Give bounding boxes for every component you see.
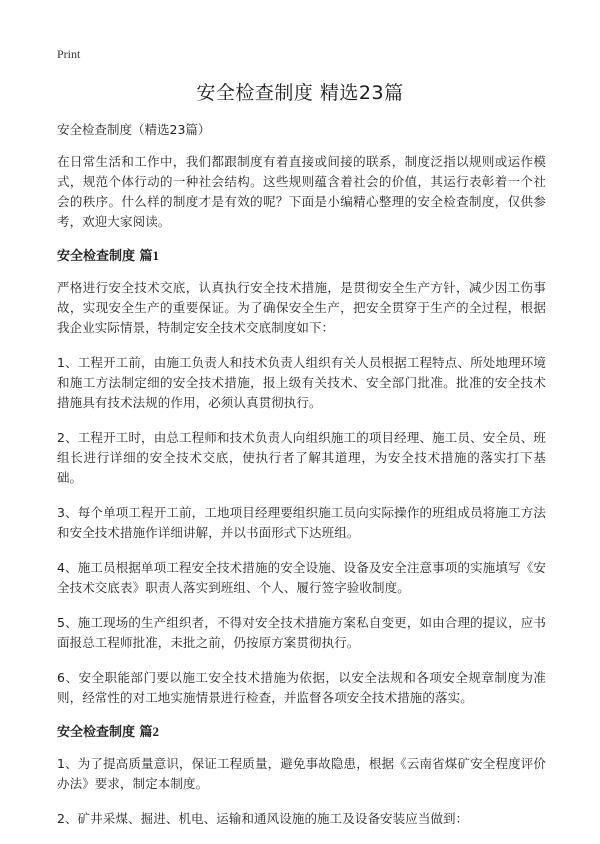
section-2-paragraph: 2、矿井采煤、掘进、机电、运输和通风设施的施工及设备安装应当做到：	[57, 811, 469, 826]
section-1-paragraph: 4、施工员根据单项工程安全技术措施的安全设施、设备及安全注意事项的实施填写《安全技术交底表》职责人落实到班组、个人、履行签字验收制度。	[57, 560, 546, 595]
section-1-paragraph: 1、工程开工前，由施工负责人和技术负责人组织有关人员根据工程特点、所处地理环境和施工方法制定细的安全技术措施，报上级有关技术、安全部门批准。批准的安全技术措施具有技术法规的作用，必须认真贯彻执行。	[57, 355, 546, 410]
section-1-paragraph: 严格进行安全技术交底，认真执行安全技术措施，是贯彻安全生产方针，减少因工伤事故，实现安全生产的重要保证。为了确保安全生产，把安全贯穿于生产的全过程，根据我企业实际情景，特制定安全技术交底制度如下：	[57, 280, 546, 335]
section-heading-text: 安全检查制度 篇	[57, 249, 153, 264]
document-body	[57, 120, 546, 844]
section-1-paragraph: 5、施工现场的生产组织者，不得对安全技术措施方案私自变更，如由合理的提议，应书面报总工程师批准，未批之前，仍按原方案贯彻执行。	[57, 615, 546, 650]
document-subtitle: 安全检查制度（精选23篇）	[57, 122, 211, 137]
section-1-paragraph: 6、安全职能部门要以施工安全技术措施为依据，以安全法规和各项安全规章制度为准则，经常性的对工地实施情景进行检查，并监督各项安全技术措施的落实。	[57, 670, 546, 705]
section-2-paragraph: 1、为了提高质量意识，保证工程质量，避免事故隐患，根据《云南省煤矿安全程度评价办法》要求，制定本制度。	[57, 756, 546, 791]
section-heading-number: 1	[152, 248, 160, 263]
section-heading-1	[57, 247, 546, 266]
print-link[interactable]: Print	[57, 47, 81, 61]
intro-paragraph: 在日常生活和工作中，我们都跟制度有着直接或间接的联系，制度泛指以规则或运作模式，规范个体行动的一种社会结构。这些规则蕴含着社会的价值，其运行表彰着一个社会的秩序。什么样的制度才是有效的呢？下面是小编精心整理的安全检查制度，仅供参考，欢迎大家阅读。	[57, 154, 546, 229]
document-title: 安全检查制度 精选23篇	[196, 82, 404, 104]
section-heading-text: 安全检查制度 篇	[57, 725, 153, 740]
section-heading-number: 2	[152, 724, 160, 739]
section-heading-2	[57, 723, 546, 742]
section-1-paragraph: 3、每个单项工程开工前，工地项目经理要组织施工员向实际操作的班组成员将施工方法和安全技术措施作详细讲解，并以书面形式下达班组。	[57, 505, 546, 540]
section-1-paragraph: 2、工程开工时，由总工程师和技术负责人向组织施工的项目经理、施工员、安全员、班组长进行详细的安全技术交底，使执行者了解其道理，为安全技术措施的落实打下基础。	[57, 430, 546, 485]
